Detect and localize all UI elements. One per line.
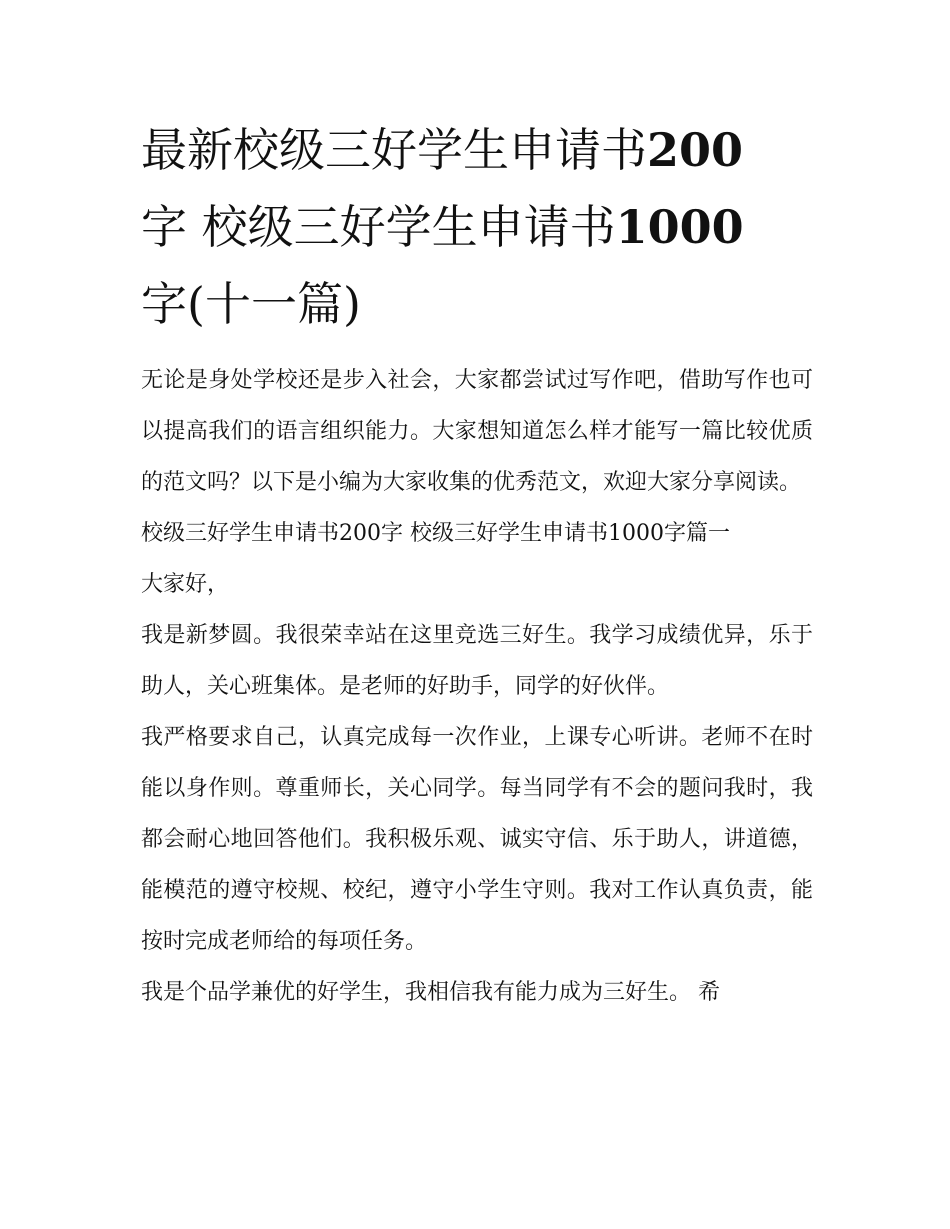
greeting-paragraph: 大家好， (141, 572, 230, 597)
title-number-part: 1000 (615, 200, 744, 254)
section-heading: 校级三好学生申请书200字 校级三好学生申请书1000字篇一 (141, 521, 730, 546)
title-text-part: 最新校级三好学生申请书 (141, 123, 647, 177)
title-text-part: 字(十一篇) (141, 277, 361, 331)
body-paragraph: 我是个品学兼优的好学生，我相信我有能力成为三好生。 希 (141, 980, 720, 1005)
body-paragraph: 我是新梦圆。我很荣幸站在这里竞选三好生。我学习成绩优异，乐于助人，关心班集体。是老师的好助手，同学的好伙伴。 (141, 623, 813, 699)
document-content (141, 112, 813, 1018)
title-number-part: 200 (647, 123, 744, 177)
document-title (141, 112, 813, 343)
intro-paragraph: 无论是身处学校还是步入社会，大家都尝试过写作吧，借助写作也可以提高我们的语言组织能力。大家想知道怎么样才能写一篇比较优质的范文吗？以下是小编为大家收集的优秀范文，欢迎大家分享阅读。 (141, 368, 813, 495)
body-paragraph: 我严格要求自己，认真完成每一次作业，上课专心听讲。老师不在时能以身作则。尊重师长，关心同学。每当同学有不会的题问我时，我都会耐心地回答他们。我积极乐观、诚实守信、乐于助人，讲道德，能模范的遵守校规、校纪，遵守小学生守则。我对工作认真负责，能按时完成老师给的每项任务。 (141, 725, 813, 954)
document-body (141, 355, 813, 1018)
title-text-part: 字 校级三好学生申请书 (141, 200, 616, 254)
